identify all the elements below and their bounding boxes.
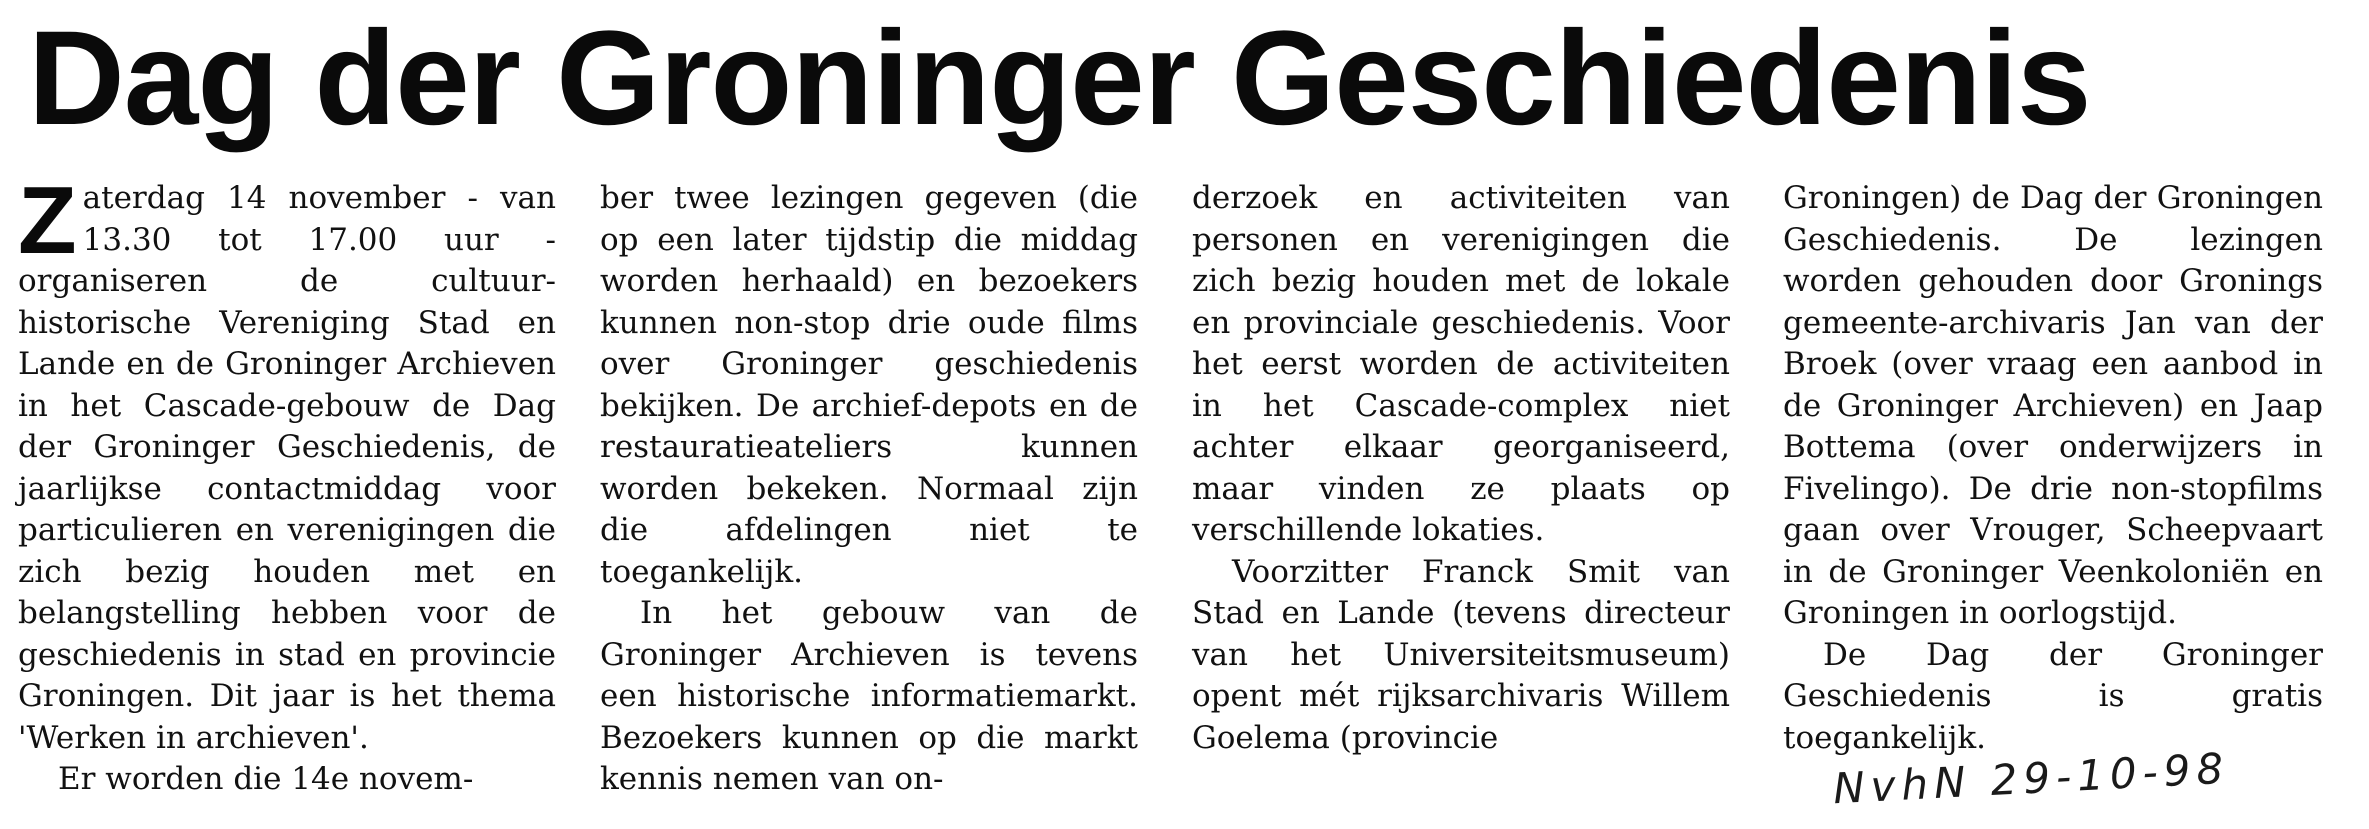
article-column-3 bbox=[1192, 178, 1730, 759]
article-column-2 bbox=[600, 178, 1138, 801]
paragraph: derzoek en activiteiten van personen en verenigingen die zich bezig houden met de lokale en provinciale geschiedenis. Voor het eerst worden de activiteiten in het Cascade-complex niet achter elkaar georganiseerd, maar vinden ze plaats op verschillende lokaties. bbox=[1192, 180, 1730, 548]
paragraph: Voorzitter Franck Smit van Stad en Lande (tevens directeur van het Universiteitsmuseum) opent mét rijksarchivaris Willem Goelema (provincie bbox=[1192, 553, 1730, 756]
paragraph bbox=[1783, 635, 2323, 814]
paragraph: Er worden die 14e novem- bbox=[58, 761, 474, 797]
paragraph: ber twee lezingen gegeven (die op een later tijdstip die middag worden herhaald) en bezoekers kunnen non-stop drie oude films over Groninger geschiedenis bekijken. De archief-depots en de restauratieateliers kunnen worden bekeken. Normaal zijn die afdelingen niet te toegankelijk. bbox=[600, 180, 1138, 590]
handwritten-source-note: NvhN 29-10-98 bbox=[1831, 743, 2231, 814]
paragraph bbox=[18, 167, 556, 759]
article-headline: Dag der Groninger Geschiedenis bbox=[28, 4, 2091, 153]
paragraph: In het gebouw van de Groninger Archieven is tevens een historische informatiemarkt. Bezoekers kunnen op die markt kennis nemen van on- bbox=[600, 595, 1138, 797]
paragraph: Groningen) de Dag der Groningen Geschiedenis. De lezingen worden gehouden door Gronings gemeente-archivaris Jan van der Broek (over vraag een aanbod in de Groninger Archieven) en Jaap Bottema (over onderwijzers in Fivelingo). De drie non-stopfilms gaan over Vrouger, Scheepvaart in de Groninger Veenkoloniën en Groningen in oorlogstijd. bbox=[1783, 180, 2323, 631]
drop-cap: Z bbox=[18, 167, 77, 274]
paragraph-text: aterdag 14 november - van 13.30 tot 17.00 uur - organiseren de cultuur-historische Vereniging Stad en Lande en de Groninger Archieven in het Cascade-gebouw de Dag der Groninger Geschiedenis, de jaarlijkse contactmiddag voor particulieren en verenigingen die zich bezig houden met en belangstelling hebben voor de geschiedenis in stad en provincie Groningen. Dit jaar is het thema 'Werken in archieven'. bbox=[18, 180, 556, 756]
paragraph-text: De Dag der Groninger Geschiedenis is gratis toegankelijk. bbox=[1783, 636, 2323, 756]
article-column-4 bbox=[1783, 178, 2323, 814]
article-column-1 bbox=[18, 167, 556, 801]
